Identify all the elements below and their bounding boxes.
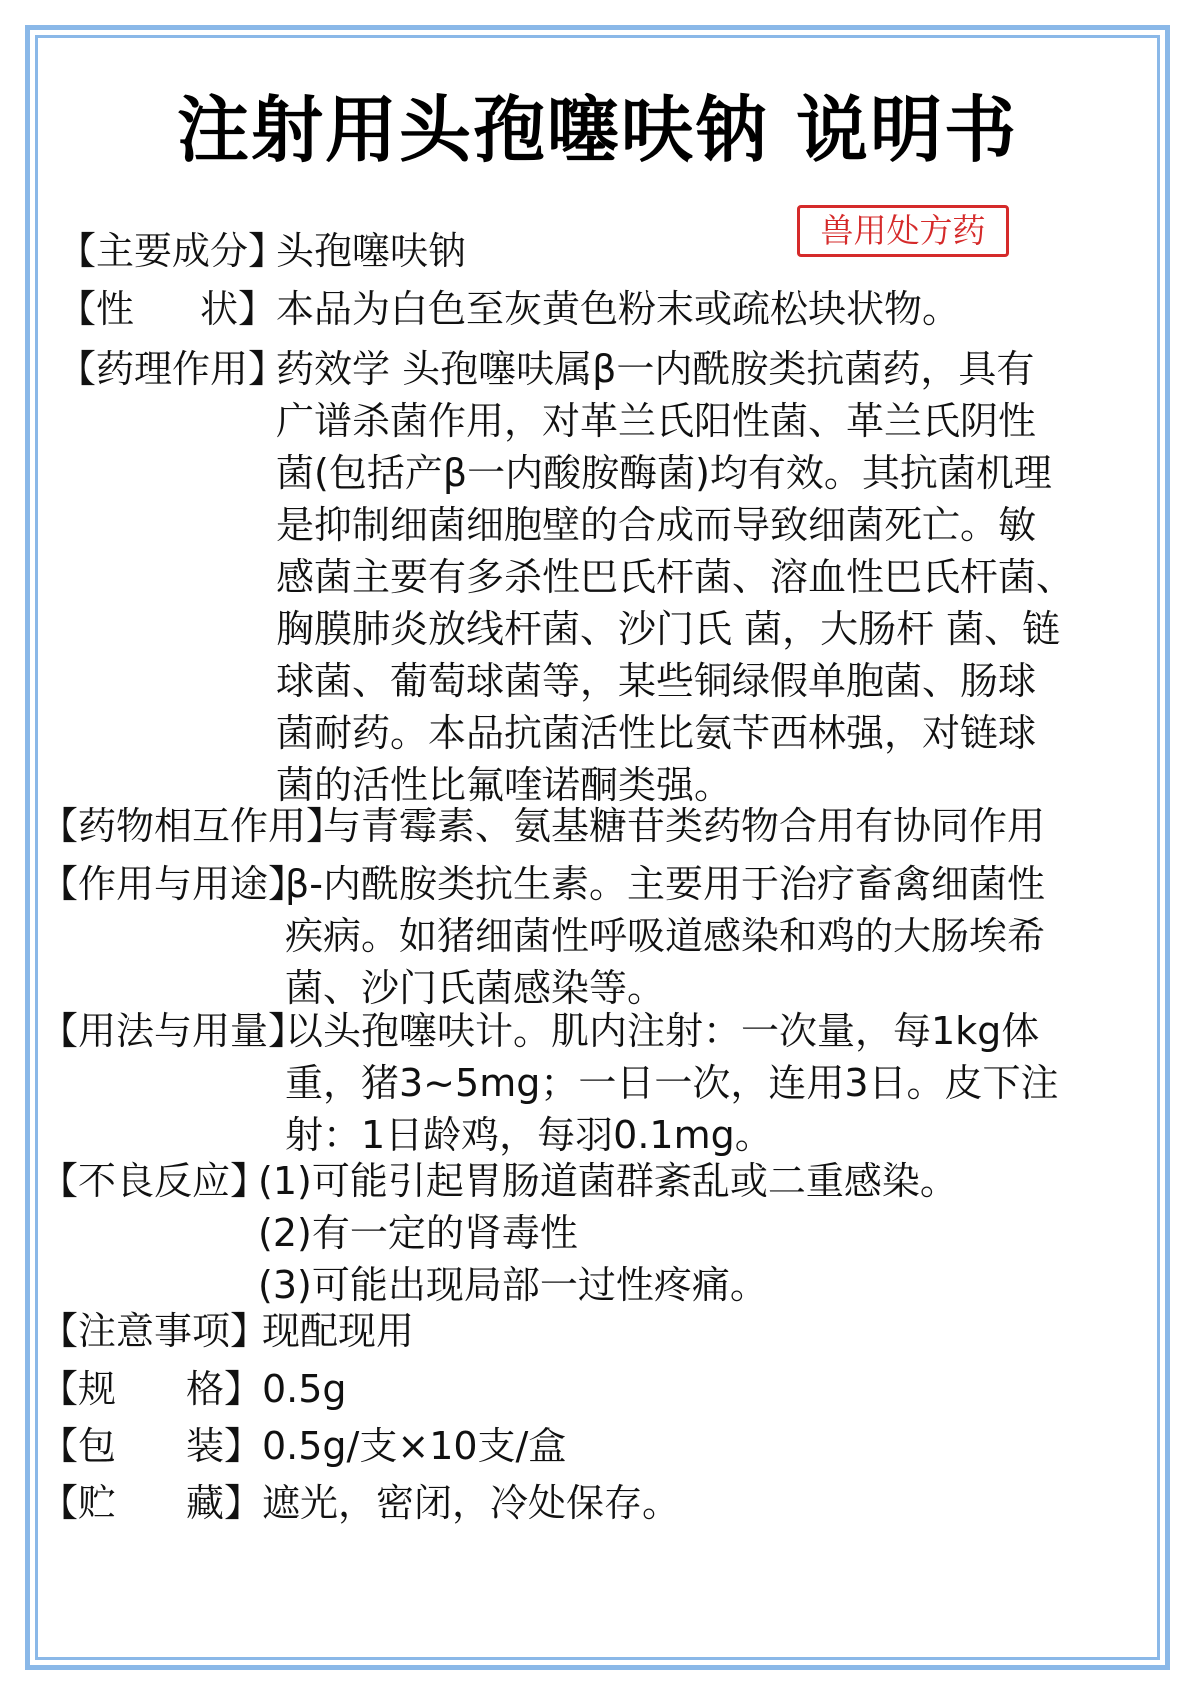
section-label: 【注意事项】 <box>40 1309 269 1353</box>
section-text-line: 0.5g/支×10支/盒 <box>262 1424 567 1468</box>
section-text-line: 菌的活性比氟喹诺酮类强。 <box>276 763 733 807</box>
section-text-line: 菌(包括产β一内酸胺酶菌)均有效。其抗菌机理 <box>276 451 1052 495</box>
section-text-line: 疾病。如猪细菌性呼吸道感染和鸡的大肠埃希 <box>285 914 1046 958</box>
section-text-line: β-内酰胺类抗生素。主要用于治疗畜禽细菌性 <box>285 862 1045 906</box>
section-label: 【不良反应】 <box>40 1159 269 1203</box>
document-title: 注射用头孢噻呋钠 说明书 <box>176 88 1019 172</box>
section-text-line: 球菌、葡萄球菌等，某些铜绿假单胞菌、肠球 <box>276 659 1037 703</box>
section-label: 【作用与用途】 <box>40 862 307 906</box>
section-text-line: 菌、沙门氏菌感染等。 <box>285 966 666 1010</box>
section-label: 【规 格】 <box>40 1367 262 1411</box>
section-text-line: 0.5g <box>262 1367 347 1411</box>
prescription-stamp: 兽用处方药 <box>797 205 1009 257</box>
section-text-line: 广谱杀菌作用，对革兰氏阳性菌、革兰氏阴性 <box>276 399 1037 443</box>
section-text-line: (2)有一定的肾毒性 <box>258 1211 578 1255</box>
section-text-line: 药效学 头孢噻呋属β一内酰胺类抗菌药，具有 <box>276 347 1035 391</box>
section-label: 【用法与用量】 <box>40 1009 307 1053</box>
section-text-line: 是抑制细菌细胞壁的合成而导致细菌死亡。敏 <box>276 503 1037 547</box>
section-text-line: 感菌主要有多杀性巴氏杆菌、溶血性巴氏杆菌、 <box>276 555 1075 599</box>
section-text-line: 现配现用 <box>262 1309 415 1353</box>
section-text-line: 重，猪3~5mg；一日一次，连用3日。皮下注 <box>285 1061 1059 1105</box>
section-text-line: 头孢噻呋钠 <box>276 229 467 273</box>
section-label: 【药理作用】 <box>58 347 287 391</box>
section-label: 【包 装】 <box>40 1424 262 1468</box>
section-text-line: (3)可能出现局部一过性疼痛。 <box>258 1263 768 1307</box>
section-text-line: 菌耐药。本品抗菌活性比氨苄西林强，对链球 <box>276 711 1037 755</box>
section-text-line: 胸膜肺炎放线杆菌、沙门氏 菌，大肠杆 菌、链 <box>276 607 1061 651</box>
section-text-line: 本品为白色至灰黄色粉末或疏松块状物。 <box>276 287 961 331</box>
section-label: 【主要成分】 <box>58 229 287 273</box>
section-text-line: 遮光，密闭，冷处保存。 <box>262 1481 681 1525</box>
section-text-line: (1)可能引起胃肠道菌群紊乱或二重感染。 <box>258 1159 958 1203</box>
section-label: 【性 状】 <box>58 287 276 331</box>
section-label: 【药物相互作用】 <box>40 804 345 848</box>
section-text-line: 射：1日龄鸡，每羽0.1mg。 <box>285 1113 773 1157</box>
section-label: 【贮 藏】 <box>40 1481 262 1525</box>
section-text-line: 以头孢噻呋计。肌内注射：一次量，每1kg体 <box>285 1009 1040 1053</box>
section-text-line: 与青霉素、氨基糖苷类药物合用有协同作用 <box>323 804 1046 848</box>
